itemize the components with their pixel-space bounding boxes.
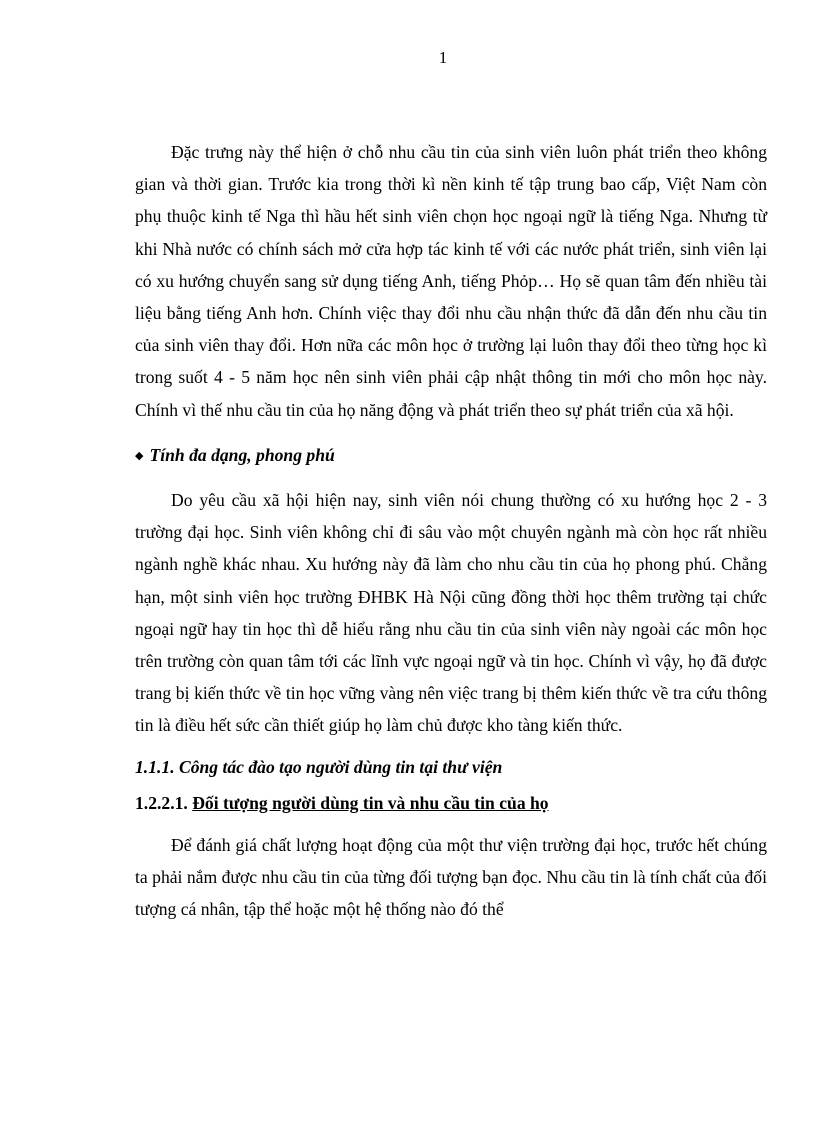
bullet-heading-text: Tính đa dạng, phong phú	[149, 444, 335, 465]
section-heading: 1.1.1. Công tác đào tạo người dùng tin tại thư viện	[135, 756, 503, 777]
paragraph-diversity: Do yêu cầu xã hội hiện nay, sinh viên nói chung thường có xu hướng học 2 - 3 trường đại học. Sinh viên không chỉ đi sâu vào một chuyên ngành mà còn học rất nhiều ngành nghề khác nhau. Xu hướng này đã làm cho nhu cầu tin của họ phong phú. Chẳng hạn, một sinh viên học trường ĐHBK Hà Nội cũng đồng thời học thêm trường tại chức ngoại ngữ hay tin học thì dễ hiểu rằng nhu cầu tin của sinh viên này ngoài các môn học trên trường còn quan tâm tới các lĩnh vực ngoại ngữ và tin học. Chính vì vậy, họ đã được trang bị kiến thức về tin học vững vàng nên việc trang bị thêm kiến thức về tra cứu thông tin là điều hết sức cần thiết giúp họ làm chủ được kho tàng kiến thức.	[135, 490, 767, 736]
diamond-bullet-icon: ◆	[135, 449, 144, 462]
subsection-title: Đối tượng người dùng tin và nhu cầu tin của họ	[192, 792, 549, 813]
subsection-number: 1.2.2.1.	[135, 792, 193, 813]
paragraph-development: Đặc trưng này thể hiện ở chỗ nhu cầu tin của sinh viên luôn phát triển theo không gian và thời gian. Trước kia trong thời kì nền kinh tế tập trung bao cấp, Việt Nam còn phụ thuộc kinh tế Nga thì hầu hết sinh viên chọn học ngoại ngữ là tiếng Nga. Nhưng từ khi Nhà nước có chính sách mở cửa hợp tác kinh tế với các nước phát triển, sinh viên lại có xu hướng chuyển sang sử dụng tiếng Anh, tiếng Phỏp… Họ sẽ quan tâm đến nhiều tài liệu bằng tiếng Anh hơn. Chính việc thay đổi nhu cầu nhận thức đã dẫn đến nhu cầu tin của sinh viên thay đổi. Hơn nữa các môn học ở trường lại luôn thay đổi theo từng học kì trong suốt 4 - 5 năm học nên sinh viên phải cập nhật thông tin mới cho môn học này. Chính vì thế nhu cầu tin của họ năng động và phát triển theo sự phát triển của xã hội.	[135, 142, 767, 420]
page-number: 1	[438, 48, 448, 67]
document-body	[135, 136, 767, 926]
bullet-heading	[135, 439, 767, 472]
paragraph-evaluation: Để đánh giá chất lượng hoạt động của một thư viện trường đại học, trước hết chúng ta phải nắm được nhu cầu tin của từng đối tượng bạn đọc. Nhu cầu tin là tính chất của đối tượng cá nhân, tập thể hoặc một hệ thống nào đó thể	[135, 835, 767, 920]
subsection-heading	[135, 787, 767, 819]
